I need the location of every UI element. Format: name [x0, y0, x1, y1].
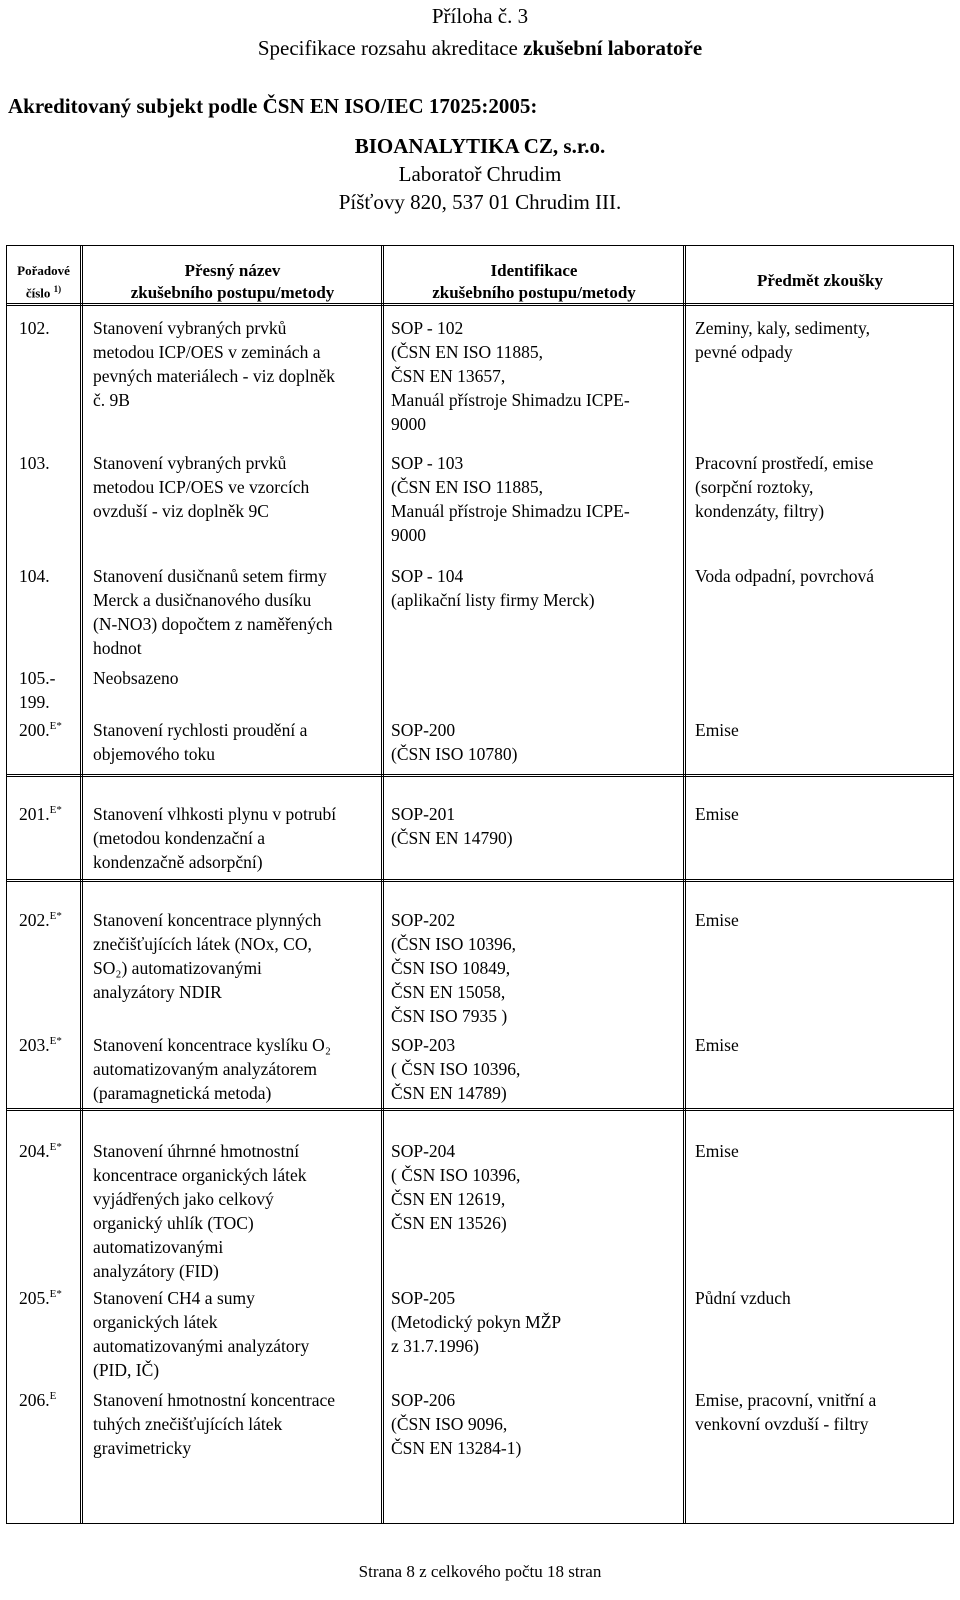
- method-name: Stanovení úhrnné hmotnostní koncentrace organických látek vyjádřených jako celkový organický uhlík (TOC) automatizovanými analyzátory (FID): [93, 1141, 307, 1281]
- header-order-line1: Pořadové: [17, 263, 70, 278]
- method-id: SOP-201 (ČSN EN 14790): [391, 804, 513, 848]
- scope-table: [6, 245, 954, 1524]
- method-id: SOP-203 ( ČSN ISO 10396, ČSN EN 14789): [391, 1035, 521, 1103]
- scope-title: [0, 36, 960, 61]
- method-id: SOP-202 (ČSN ISO 10396, ČSN ISO 10849, ČSN EN 15058, ČSN ISO 7935 ): [391, 910, 516, 1026]
- test-subject: Zeminy, kaly, sedimenty, pevné odpady: [695, 318, 870, 362]
- row-number: 200.$^{E*}$: [19, 720, 62, 740]
- header-method-name: Přesný název zkušebního postupu/metody: [130, 261, 335, 302]
- accredited-subject-heading: Akreditovaný subjekt podle ČSN EN ISO/IEC 17025:2005:: [8, 94, 538, 118]
- method-name: Stanovení koncentrace plynných znečišťujících látek (NOx, CO, SO₂) automatizovanými analyzátory NDIR: [93, 910, 322, 1002]
- row-number: 203.$^{E*}$: [19, 1035, 62, 1055]
- lab-address: Píšťovy 820, 537 01 Chrudim III.: [338, 190, 622, 214]
- row-number: 102.: [19, 318, 50, 338]
- method-name: Stanovení hmotnostní koncentrace tuhých znečišťujících látek gravimetricky: [93, 1390, 336, 1458]
- test-subject: Emise: [695, 804, 739, 824]
- header-order-line2: číslo $^{1)}$: [25, 284, 62, 301]
- row-number: 202.$^{E*}$: [19, 910, 62, 930]
- header-order-number: [7, 262, 80, 302]
- method-name: Neobsazeno: [93, 668, 179, 688]
- scope-title-prefix: Specifikace rozsahu akreditace: [257, 36, 524, 60]
- method-id: SOP-200 (ČSN ISO 10780): [391, 720, 518, 764]
- column-divider: [683, 246, 686, 1523]
- annex-title: Příloha č. 3: [431, 4, 529, 28]
- method-id: SOP - 102 (ČSN EN ISO 11885, ČSN EN 13657, Manuál přístroje Shimadzu ICPE- 9000: [391, 318, 630, 434]
- test-subject: Půdní vzduch: [695, 1288, 791, 1308]
- row-number: 103.: [19, 453, 50, 473]
- row-number: 105.- 199.: [19, 668, 56, 712]
- test-subject: Emise: [695, 720, 739, 740]
- header-test-subject: Předmět zkoušky: [756, 271, 884, 290]
- header-method-id: Identifikace zkušebního postupu/metody: [432, 261, 636, 302]
- row-number: 206.$^E$: [19, 1390, 57, 1410]
- method-name: Stanovení koncentrace kyslíku O₂ automatizovaným analyzátorem (paramagnetická metoda): [93, 1035, 331, 1103]
- method-name: Stanovení CH4 a sumy organických látek automatizovanými analyzátory (PID, IČ): [93, 1288, 310, 1380]
- method-name: Stanovení dusičnanů setem firmy Merck a dusičnanového dusíku (N-NO3) dopočtem z naměřených hodnot: [93, 566, 333, 658]
- row-number: 201.$^{E*}$: [19, 804, 62, 824]
- row-number: 205.$^{E*}$: [19, 1288, 62, 1308]
- row-divider: [7, 1108, 953, 1111]
- method-name: Stanovení vybraných prvků metodou ICP/OES v zeminách a pevných materiálech - viz doplněk č. 9B: [93, 318, 335, 410]
- row-divider: [7, 774, 953, 777]
- row-divider: [7, 879, 953, 882]
- test-subject: Emise: [695, 1035, 739, 1055]
- column-divider: [80, 246, 83, 1523]
- method-name: Stanovení rychlosti proudění a objemového toku: [93, 720, 308, 764]
- company-name: BIOANALYTIKA CZ, s.r.o.: [354, 134, 606, 158]
- column-divider: [381, 246, 384, 1523]
- test-subject: Emise, pracovní, vnitřní a venkovní ovzduší - filtry: [695, 1390, 877, 1434]
- page-footer: Strana 8 z celkového počtu 18 stran: [358, 1562, 602, 1581]
- method-id: SOP - 103 (ČSN EN ISO 11885, Manuál přístroje Shimadzu ICPE- 9000: [391, 453, 630, 545]
- method-id: SOP-206 (ČSN ISO 9096, ČSN EN 13284-1): [391, 1390, 522, 1458]
- test-subject: Emise: [695, 1141, 739, 1161]
- test-subject: Emise: [695, 910, 739, 930]
- method-id: SOP-204 ( ČSN ISO 10396, ČSN EN 12619, ČSN EN 13526): [391, 1141, 521, 1233]
- row-number: 204.$^{E*}$: [19, 1141, 62, 1161]
- scope-title-bold: zkušební laboratoře: [523, 36, 703, 60]
- method-name: Stanovení vlhkosti plynu v potrubí (metodou kondenzační a kondenzačně adsorpční): [93, 804, 337, 872]
- test-subject: Pracovní prostředí, emise (sorpční roztoky, kondenzáty, filtry): [695, 453, 874, 521]
- row-number: 104.: [19, 566, 50, 586]
- test-subject: Voda odpadní, povrchová: [695, 566, 875, 586]
- method-name: Stanovení vybraných prvků metodou ICP/OES ve vzorcích ovzduší - viz doplněk 9C: [93, 453, 310, 521]
- lab-name: Laboratoř Chrudim: [398, 162, 562, 186]
- method-id: SOP - 104 (aplikační listy firmy Merck): [391, 566, 595, 610]
- method-id: SOP-205 (Metodický pokyn MŽP z 31.7.1996): [391, 1288, 562, 1356]
